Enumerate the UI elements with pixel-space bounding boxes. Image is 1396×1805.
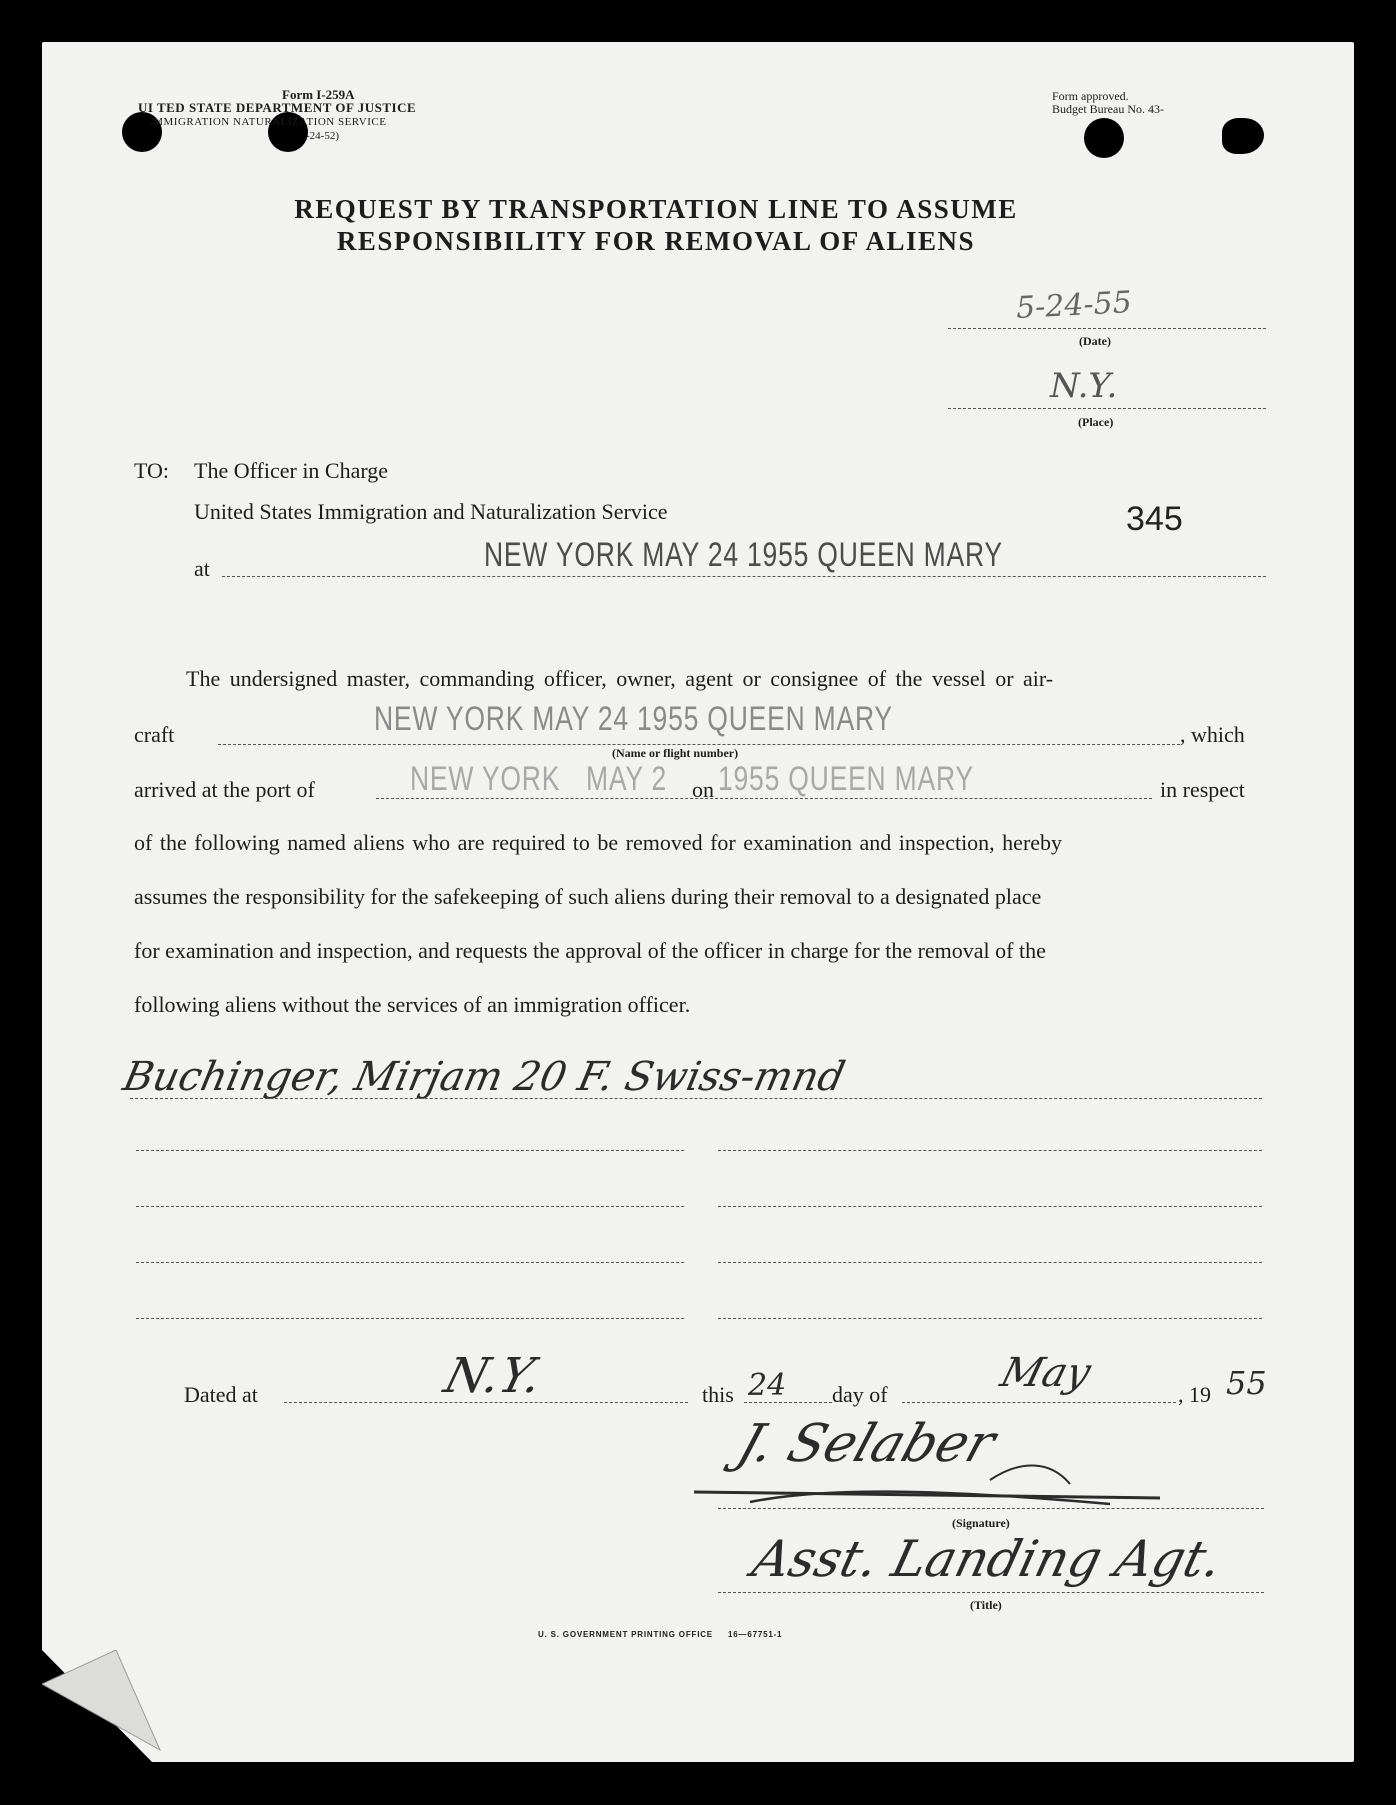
record-number: 345 [1126, 500, 1183, 538]
year-prefix: , 19 [1178, 1382, 1211, 1407]
approval-line-1: Form approved. [1052, 89, 1129, 103]
dated-day: 24 [748, 1368, 787, 1403]
printer-footer: U. S. GOVERNMENT PRINTING OFFICE 16—67751-1 [538, 1630, 783, 1639]
folded-corner [42, 1650, 162, 1764]
place-caption: (Place) [1078, 415, 1114, 429]
port-stamp-b: MAY 2 [586, 760, 668, 798]
statement-line-6: following aliens without the services of an immigration officer. [134, 992, 691, 1017]
craft-line [218, 744, 1180, 745]
in-respect-text: in respect [1160, 777, 1245, 802]
dated-at-label: Dated at [184, 1382, 258, 1407]
dated-place: N.Y. [438, 1348, 549, 1404]
alien-line-4-right [718, 1262, 1262, 1263]
date-value: 5-24-55 [1015, 284, 1133, 327]
approval-line-2: Budget Bureau No. 43- [1052, 102, 1164, 116]
alien-line-3-right [718, 1206, 1262, 1207]
form-number: Form I-259A [282, 87, 355, 102]
which-text: , which [1180, 722, 1245, 747]
alien-line-5-left [136, 1318, 684, 1319]
alien-entry-1: Buchinger, Mirjam 20 F. Swiss-mnd [119, 1054, 849, 1100]
alien-line-2-right [718, 1150, 1262, 1151]
addressee-line-2: United States Immigration and Naturalization Service [194, 499, 668, 524]
form-title-line-1: REQUEST BY TRANSPORTATION LINE TO ASSUME [294, 194, 1018, 224]
alien-line-3-left [136, 1206, 684, 1207]
statement-line-5: for examination and inspection, and requests the approval of the officer in charge for the removal of the [134, 938, 1046, 963]
alien-line-2-left [136, 1150, 684, 1151]
dated-year: 55 [1226, 1364, 1267, 1402]
port-stamp-a: NEW YORK [410, 760, 561, 798]
place-line [948, 408, 1266, 409]
place-value: N.Y. [1050, 366, 1118, 406]
signature-strike-marks [690, 1450, 1190, 1510]
statement-line-4: assumes the responsibility for the safekeeping of such aliens during their removal to a designated place [134, 884, 1042, 909]
date-caption: (Date) [1079, 334, 1111, 348]
port-label: arrived at the port of [134, 777, 315, 802]
at-line [222, 576, 1266, 577]
alien-line-4-left [136, 1262, 684, 1263]
name-caption: (Name or flight number) [612, 746, 739, 760]
craft-stamp: NEW YORK MAY 24 1955 QUEEN MARY [374, 700, 893, 738]
title-line [718, 1592, 1264, 1593]
craft-label: craft [134, 722, 175, 747]
agency-line-1: UI TED STATE DEPARTMENT OF JUSTICE [138, 100, 417, 115]
at-label: at [194, 556, 210, 581]
agency-line-2: .MMIGRATION NATURALIZATION SERVICE [150, 116, 387, 128]
alien-line-1 [130, 1098, 1262, 1099]
on-label: on [692, 777, 714, 802]
this-label: this [702, 1382, 734, 1407]
port-stamp-c: 1955 QUEEN MARY [718, 760, 974, 798]
form-title-line-2: RESPONSIBILITY FOR REMOVAL OF ALIENS [336, 226, 976, 256]
title-value: Asst. Landing Agt. [746, 1530, 1228, 1588]
signature-caption: (Signature) [952, 1516, 1010, 1530]
agency-line-3: -24-52) [306, 130, 339, 142]
alien-line-5-right [718, 1318, 1262, 1319]
signature-value: J. Selaber [730, 1414, 1003, 1474]
title-caption: (Title) [970, 1598, 1002, 1612]
day-line [744, 1402, 832, 1403]
statement-intro: The undersigned master, commanding officer, owner, agent or consignee of the vessel or air- [186, 666, 1054, 691]
dated-month: May [995, 1350, 1096, 1396]
addressee-line-1: The Officer in Charge [194, 458, 389, 483]
at-stamp: NEW YORK MAY 24 1955 QUEEN MARY [484, 536, 1003, 574]
to-label: TO: [134, 458, 170, 483]
month-line [902, 1402, 1176, 1403]
date-line [948, 328, 1266, 329]
day-of-label: day of [832, 1382, 888, 1407]
signature-line [718, 1508, 1264, 1509]
punch-hole [1084, 118, 1124, 158]
statement-line-3: of the following named aliens who are required to be removed for examination and inspection, hereby [134, 830, 1063, 855]
